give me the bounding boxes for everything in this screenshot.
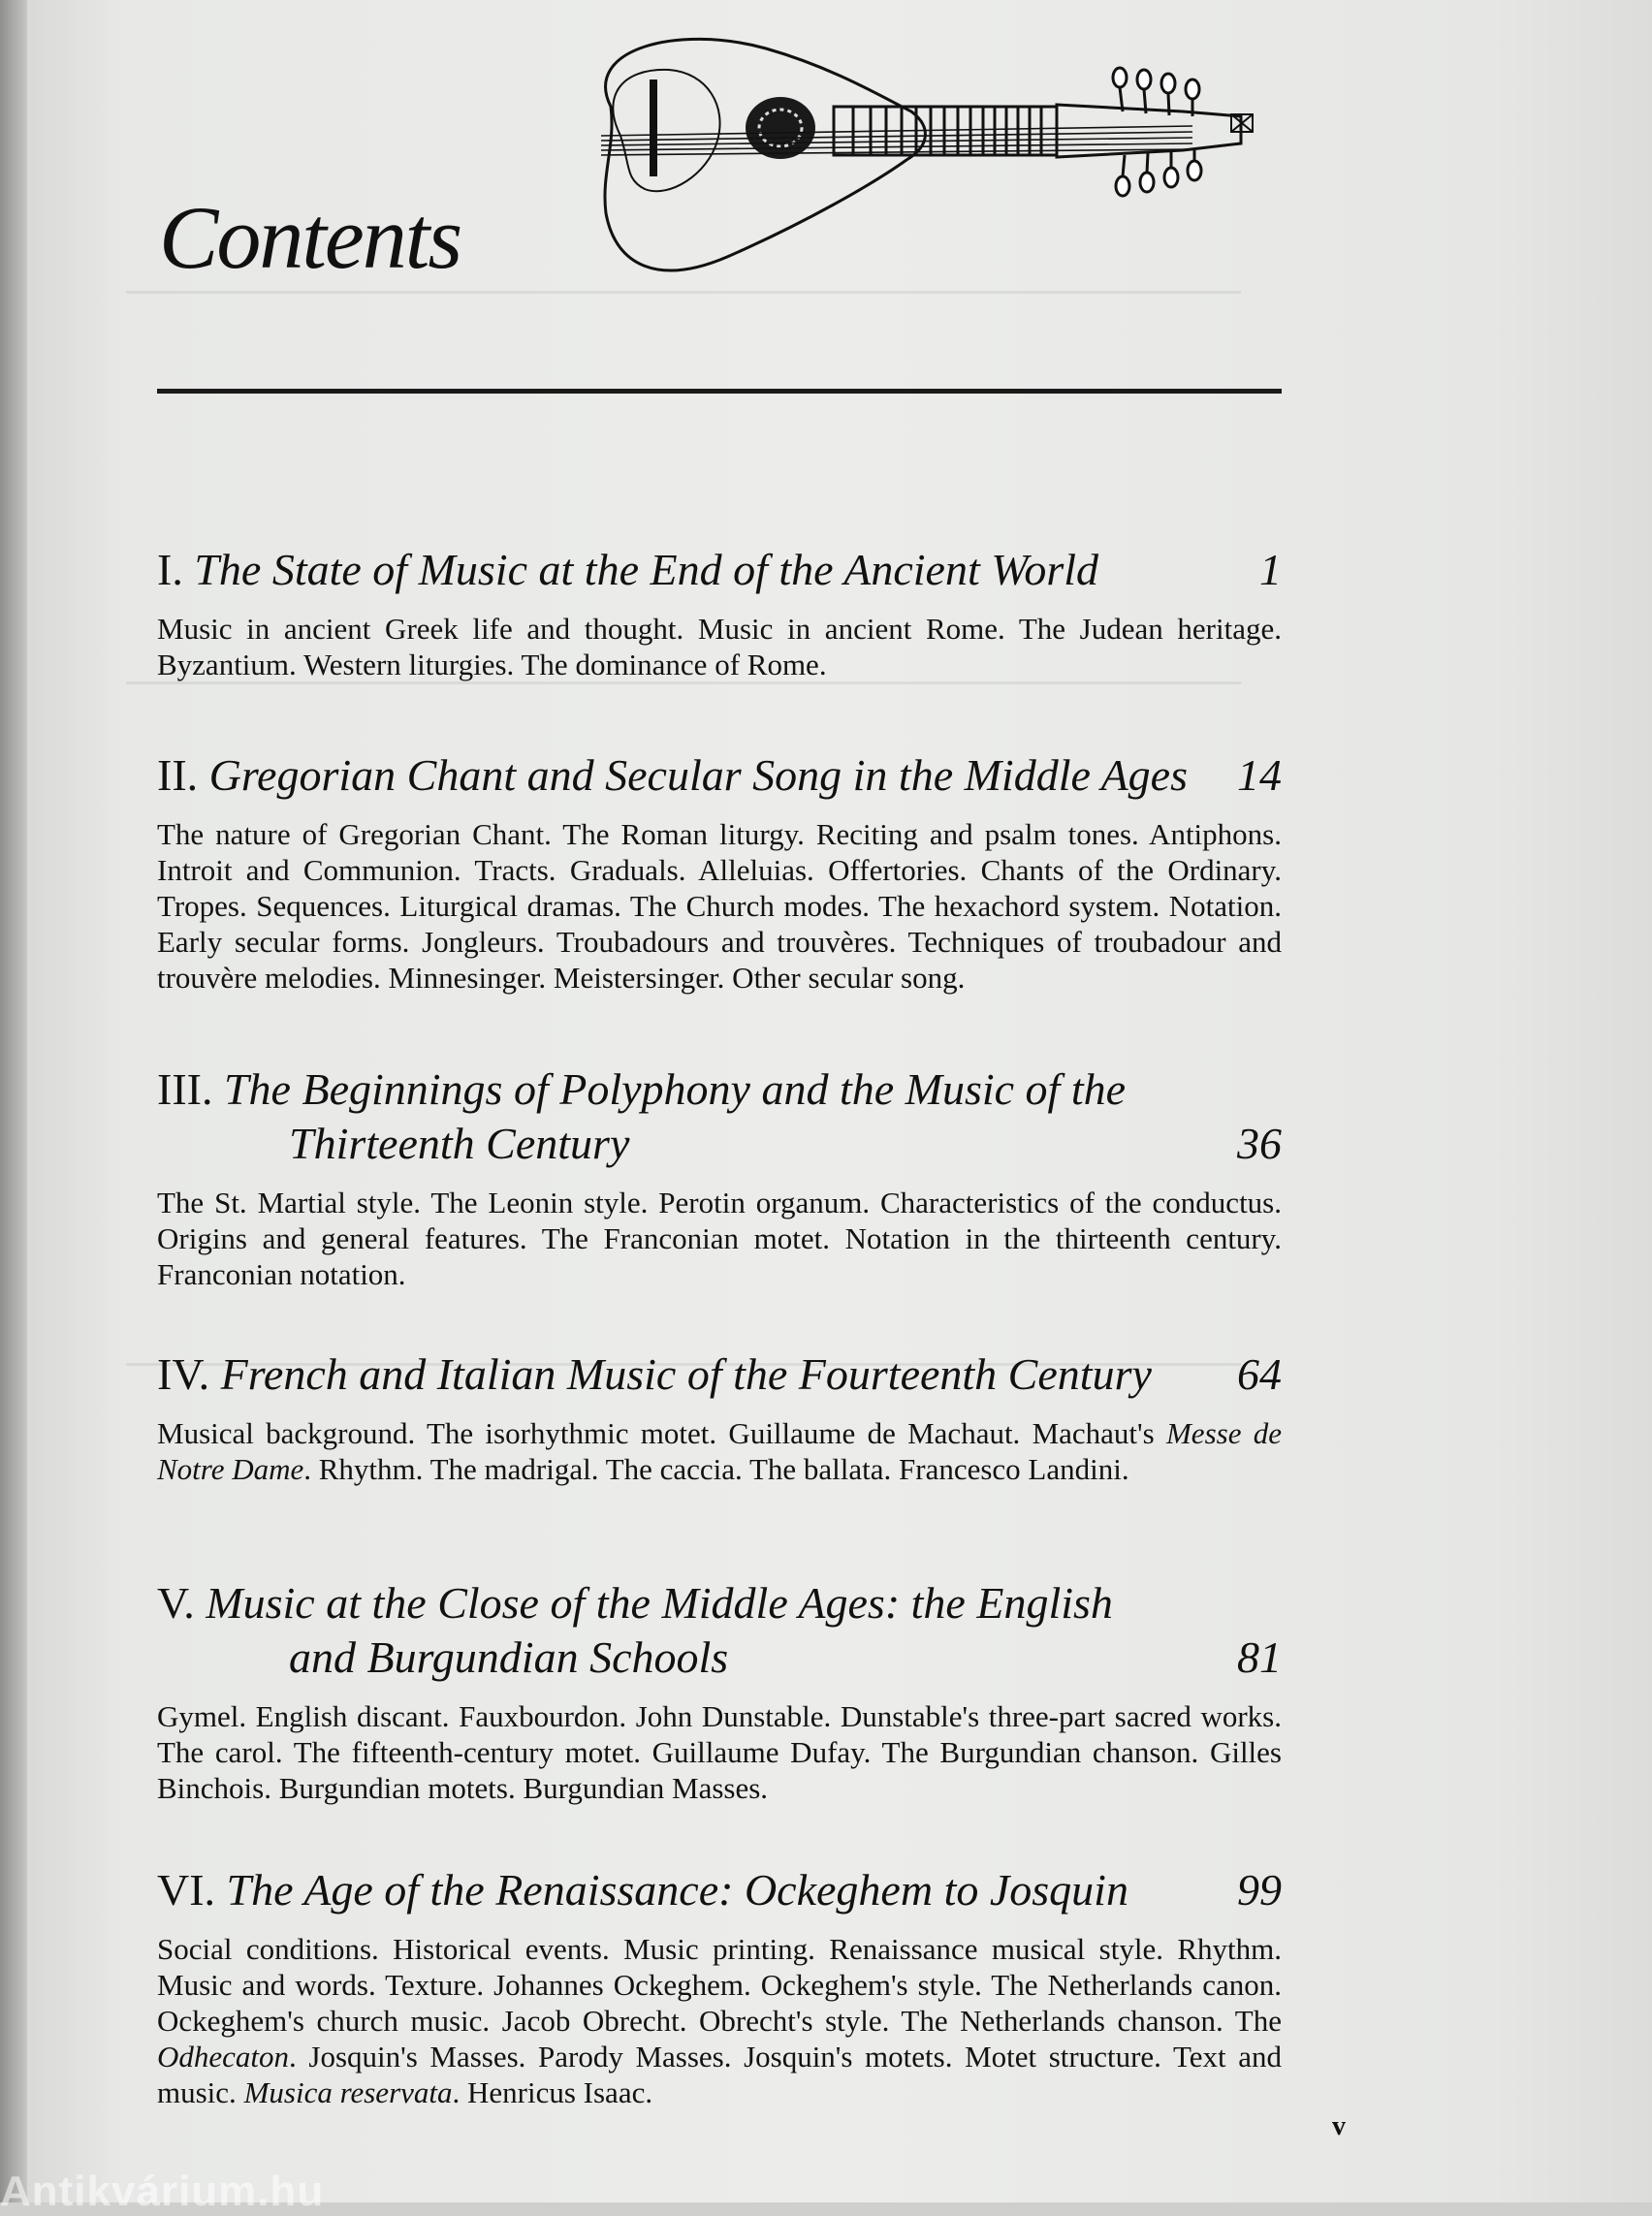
chapter-heading	[157, 1347, 1282, 1402]
chapter-numeral: I.	[157, 545, 183, 594]
chapter-page-number: 36	[1237, 1119, 1282, 1168]
chapter-title: Music at the Close of the Middle Ages: the English	[206, 1578, 1113, 1628]
chapter-title: The Age of the Renaissance: Ockeghem to Josquin	[226, 1865, 1128, 1915]
chapter-summary: The nature of Gregorian Chant. The Roman liturgy. Reciting and psalm tones. Antiphons. Introit and Communion. Tracts. Graduals. Alleluias. Offertories. Chants of the Ordinary. Tropes. Sequences. Liturgical dramas. The Church modes. The hexachord system. Notation. Early secular forms. Jongleurs. Troubadours and trouvères. Techniques of troubadour and trouvère melodies. Minnesinger. Meistersinger. Other secular song.	[157, 817, 1282, 995]
chapter-numeral: IV.	[157, 1349, 210, 1399]
chapter-title-continuation: Thirteenth Century	[289, 1119, 630, 1168]
title-rule	[157, 389, 1282, 394]
chapter-heading	[157, 1062, 1282, 1171]
chapter-numeral: II.	[157, 750, 199, 800]
chapter-page-number: 81	[1237, 1632, 1282, 1682]
watermark: Antikvárium.hu	[0, 2168, 325, 2215]
chapter-numeral: III.	[157, 1064, 213, 1114]
chapter-summary: Music in ancient Greek life and thought. Music in ancient Rome. The Judean heritage. Byzantium. Western liturgies. The dominance of Rome.	[157, 612, 1282, 681]
chapter-summary	[157, 1931, 1282, 2110]
page-title: Contents	[159, 188, 461, 287]
page-folio: v	[1332, 2111, 1346, 2141]
chapter-heading	[157, 1863, 1282, 1917]
chapter-summary: Gymel. English discant. Fauxbourdon. John Dunstable. Dunstable's three-part sacred works. The carol. The fifteenth-century motet. Guillaume Dufay. The Burgundian chanson. Gilles Binchois. Burgundian motets. Burgundian Masses.	[157, 1699, 1282, 1805]
summary-text: Social conditions. Historical events. Music printing. Renaissance musical style. Rhythm. Music and words. Texture. Johannes Ockeghem. Ockeghem's style. The Netherlands canon. Ockeghem's church music. Jacob Obrecht. Obrecht's style. The Netherlands chanson. The	[157, 1932, 1282, 2038]
summary-text: Musical background. The isorhythmic motet. Guillaume de Machaut. Machaut's	[157, 1416, 1166, 1450]
chapter-page-number: 64	[1237, 1349, 1282, 1399]
chapter-entry	[157, 543, 1282, 682]
summary-text: . Henricus Isaac.	[452, 2075, 653, 2109]
chapter-numeral: V.	[157, 1578, 195, 1628]
chapter-summary	[157, 1415, 1282, 1487]
lute-illustration	[562, 19, 1260, 281]
chapter-summary: The St. Martial style. The Leonin style. Perotin organum. Characteristics of the conductus. Origins and general features. The Franconian motet. Notation in the thirteenth century. Franconian notation.	[157, 1186, 1282, 1291]
chapter-page-number: 1	[1259, 545, 1282, 594]
chapter-title-continuation: and Burgundian Schools	[289, 1632, 729, 1682]
chapter-title: French and Italian Music of the Fourteenth Century	[220, 1349, 1152, 1399]
spine-shadow	[0, 0, 27, 2202]
chapter-heading	[157, 1576, 1282, 1685]
chapter-page-number: 99	[1237, 1865, 1282, 1915]
chapter-entry	[157, 748, 1282, 996]
summary-italic-text: Musica reservata	[243, 2075, 453, 2109]
chapter-title: The Beginnings of Polyphony and the Music of the	[223, 1064, 1127, 1114]
chapter-numeral: VI.	[157, 1865, 216, 1915]
chapter-title: Gregorian Chant and Secular Song in the Middle Ages	[208, 750, 1188, 800]
chapter-entry	[157, 1062, 1282, 1292]
chapter-title: The State of Music at the End of the Ancient World	[194, 545, 1098, 594]
summary-text: . Rhythm. The madrigal. The caccia. The ballata. Francesco Landini.	[303, 1452, 1129, 1486]
chapter-entry	[157, 1576, 1282, 1806]
chapter-heading	[157, 543, 1282, 597]
chapter-page-number: 14	[1237, 750, 1282, 800]
summary-italic-text: Odhecaton	[157, 2040, 290, 2074]
summary-italic-text: Messe de Notre Dame	[157, 1416, 1282, 1486]
chapter-heading	[157, 748, 1282, 803]
chapter-entry	[157, 1863, 1282, 2110]
summary-text: . Josquin's Masses. Parody Masses. Josquin's motets. Motet structure. Text and music.	[157, 2040, 1282, 2109]
chapter-entry	[157, 1347, 1282, 1487]
